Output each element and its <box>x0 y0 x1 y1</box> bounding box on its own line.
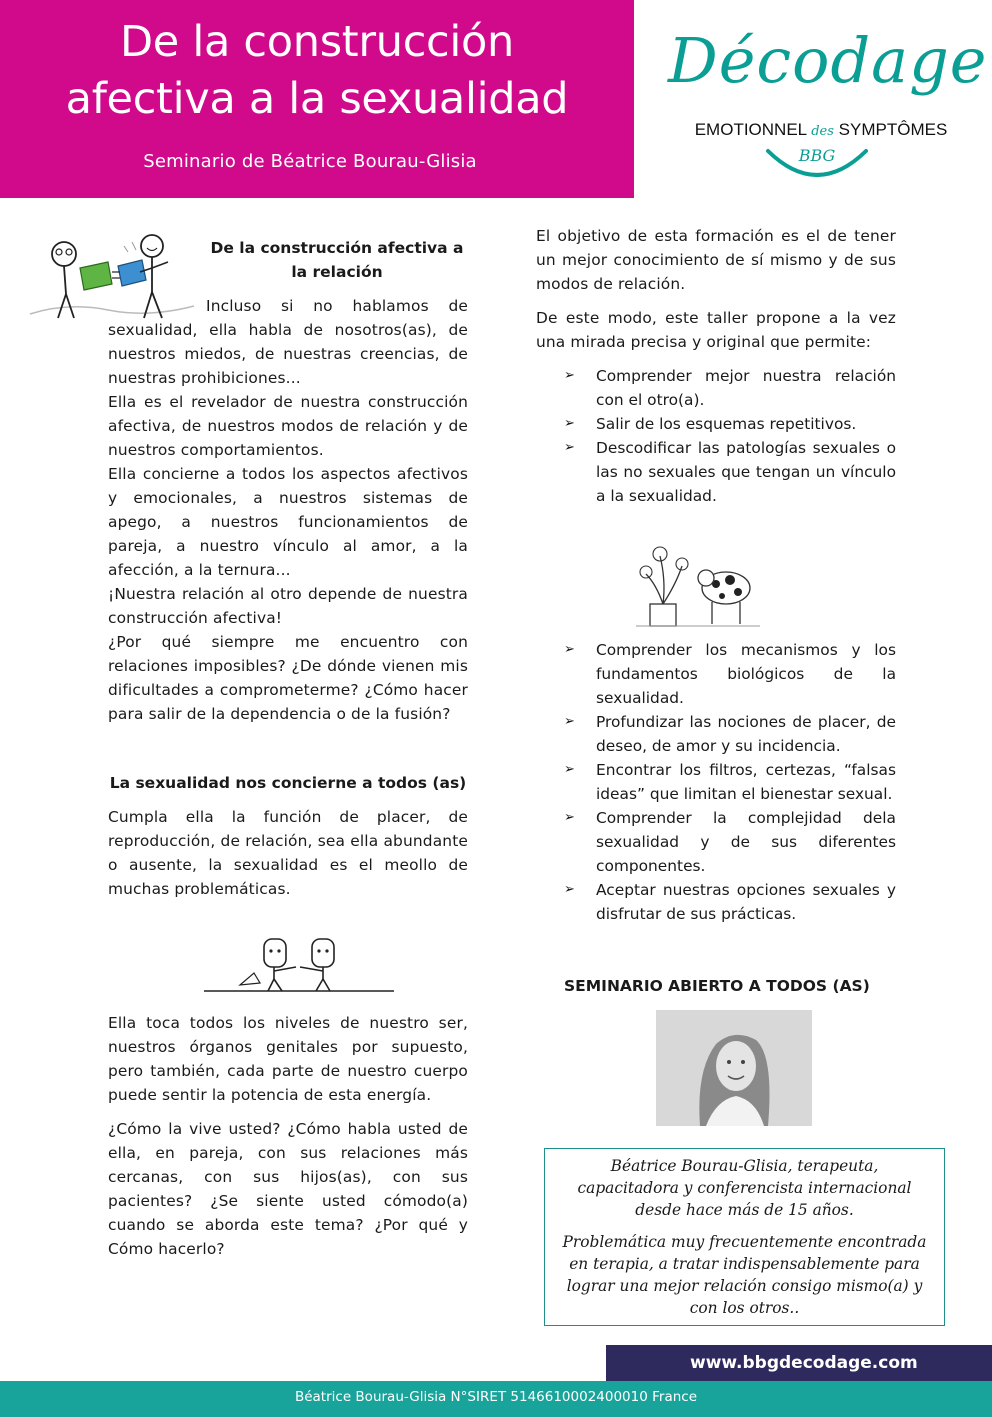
decodage-logo <box>662 18 988 188</box>
paragraph: Ella concierne a todos los aspectos afectivos y emocionales, a nuestros sistemas de apego, a nuestros funcionamientos de pareja, a nuestro vínculo al amor, a la afección, a la ternura... <box>108 465 468 579</box>
paragraph: De este modo, este taller propone a la vez una mirada precisa y original que permite: <box>536 309 896 351</box>
seminar-open-heading: SEMINARIO ABIERTO A TODOS (AS) <box>564 977 870 995</box>
paragraph: El objetivo de esta formación es el de tener un mejor conocimiento de sí mismo y de sus modos de relación. <box>536 227 896 293</box>
list-item: ➢ Encontrar los filtros, certezas, “falsas ideas” que limitan el bienestar sexual. <box>564 758 896 806</box>
left-column <box>108 236 468 1261</box>
logo-tagline-left: EMOTIONNEL <box>694 120 807 139</box>
list-item: ➢ Descodificar las patologías sexuales o las no sexuales que tengan un vínculo a la sexualidad. <box>564 436 896 508</box>
arrow-bullet-icon: ➢ <box>564 882 575 897</box>
title-line-2: afectiva a la sexualidad <box>65 74 569 124</box>
section-heading-relation: De la construcción afectiva a la relación <box>210 239 464 281</box>
arrow-bullet-icon: ➢ <box>564 762 575 777</box>
list-item: ➢ Profundizar las nociones de placer, de deseo, de amor y su incidencia. <box>564 710 896 758</box>
title-line-1: De la construcción <box>120 17 514 67</box>
plant-cow-illustration <box>636 544 760 630</box>
list-item: ➢ Comprender los mecanismos y los fundamentos biológicos de la sexualidad. <box>564 638 896 710</box>
arrow-bullet-icon: ➢ <box>564 368 575 383</box>
right-column <box>536 224 896 1126</box>
paragraph: Incluso si no hablamos de sexualidad, ella habla de nosotros(as), de nuestros miedos, de nuestras creencias, de nuestras prohibiciones... <box>108 297 468 387</box>
website-link[interactable]: www.bbgdecodage.com <box>606 1345 992 1381</box>
logo-tagline-right: SYMPTÔMES <box>838 120 948 139</box>
page-subtitle: Seminario de Béatrice Bourau-Glisia <box>143 151 477 172</box>
bio-text: Béatrice Bourau-Glisia, terapeuta, capacitadora y conferencista internacional desde hace más de 15 años. <box>577 1157 912 1219</box>
logo-tagline <box>676 120 966 140</box>
list-item: ➢ Comprender mejor nuestra relación con el otro(a). <box>564 364 896 412</box>
paragraph: ¿Cómo la vive usted? ¿Cómo habla usted de ella, en pareja, con sus relaciones más cercanas, con sus hijos(as), con sus pacientes? ¿Se siente usted cómodo(a) cuando se aborda este tema? ¿Por qué y Cómo hacerlo? <box>108 1120 468 1258</box>
logo-wordmark: Décodage <box>668 24 988 97</box>
footer: Béatrice Bourau-Glisia N°SIRET 5146610002400010 France <box>0 1381 992 1417</box>
paragraph: Cumpla ella la función de placer, de reproducción, de relación, sea ella abundante o ausente, la sexualidad es el meollo de muchas problemáticas. <box>108 808 468 898</box>
bio-text: Problemática muy frecuentemente encontrada en terapia, a tratar indispensablemente para lograr una mejor relación consigo mismo(a) y con los otros.. <box>562 1233 927 1317</box>
arrow-bullet-icon: ➢ <box>564 440 575 455</box>
arrow-bullet-icon: ➢ <box>564 810 575 825</box>
list-item: ➢ Aceptar nuestras opciones sexuales y disfrutar de sus prácticas. <box>564 878 896 926</box>
page-title <box>0 14 634 128</box>
logo-initials: BBG <box>798 146 836 165</box>
section-heading-sexuality: La sexualidad nos concierne a todos (as) <box>109 774 467 792</box>
arrow-bullet-icon: ➢ <box>564 416 575 431</box>
objectives-list-a <box>564 364 896 508</box>
objectives-list-b <box>564 638 896 926</box>
speaker-photo <box>656 1010 812 1126</box>
list-item: ➢ Salir de los esquemas repetitivos. <box>564 412 896 436</box>
paragraph: Ella es el revelador de nuestra construcción afectiva, de nuestros modos de relación y de nuestros comportamientos. <box>108 393 468 459</box>
paragraph: Ella toca todos los niveles de nuestro ser, nuestros órganos genitales por supuesto, pero también, cada parte de nuestro cuerpo puede sentir la potencia de esta energía. <box>108 1014 468 1104</box>
paragraph: ¡Nuestra relación al otro depende de nuestra construcción afectiva! <box>108 585 468 627</box>
handshake-figures-illustration <box>204 933 396 995</box>
paragraph: ¿Por qué siempre me encuentro con relaciones imposibles? ¿De dónde vienen mis dificultades a comprometerme? ¿Cómo hacer para salir de la dependencia o de la fusión? <box>108 633 468 723</box>
arrow-bullet-icon: ➢ <box>564 642 575 657</box>
speaker-bio-box <box>544 1148 945 1326</box>
list-item: ➢ Comprender la complejidad dela sexualidad y de sus diferentes componentes. <box>564 806 896 878</box>
arrow-bullet-icon: ➢ <box>564 714 575 729</box>
header-banner <box>0 0 634 198</box>
logo-tagline-des: des <box>811 124 834 139</box>
